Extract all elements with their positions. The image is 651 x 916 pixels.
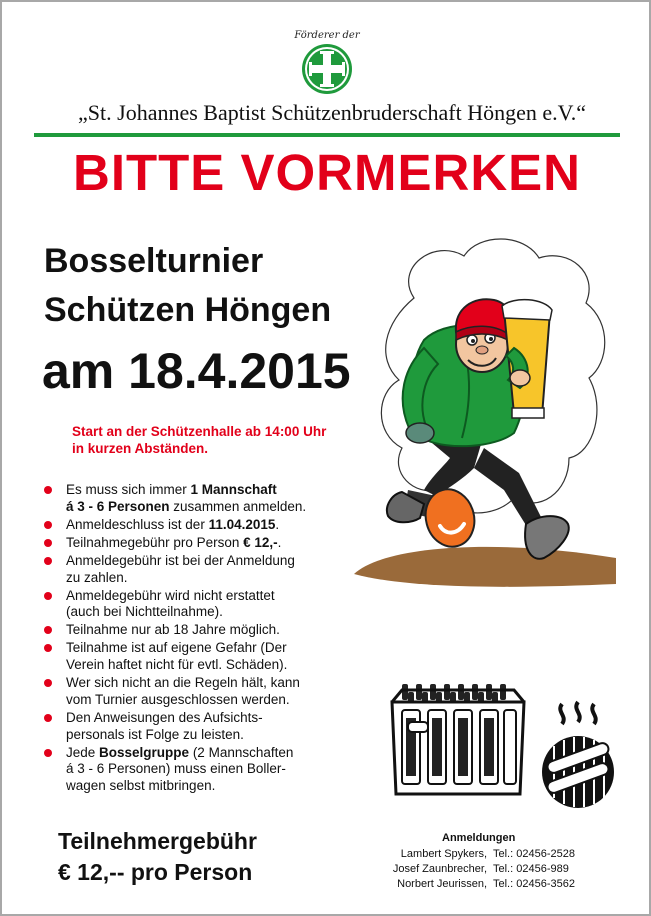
rule-item: Den Anweisungen des Aufsichts- personals ist Folge zu leisten. — [44, 710, 364, 744]
rule-item: Es muss sich immer 1 Mannschaft á 3 - 6 Personen zusammen anmelden. — [44, 482, 364, 516]
contact-row — [383, 862, 575, 877]
beer-crate-icon — [388, 678, 528, 798]
rule-emphasis: 1 Mannschaft — [190, 482, 277, 497]
rule-item: Anmeldegebühr ist bei der Anmeldung zu zahlen. — [44, 553, 364, 587]
bullet-icon — [44, 557, 52, 565]
contact-phone: Tel.: 02456-2528 — [493, 848, 575, 860]
bullet-icon — [44, 486, 52, 494]
contact-name: Lambert Spykers, — [400, 848, 487, 860]
headline: BITTE VORMERKEN — [72, 144, 582, 201]
contact-row — [383, 847, 575, 862]
bullet-icon — [44, 644, 52, 652]
start-info-line1: Start an der Schützenhalle ab 14:00 Uhr — [72, 424, 327, 439]
bullet-icon — [44, 679, 52, 687]
fee-amount: € 12,-- pro Person — [58, 859, 253, 885]
bossel-player-illustration — [354, 228, 616, 612]
contact-phone: Tel.: 02456-989 — [493, 863, 569, 875]
bullet-icon — [44, 626, 52, 634]
contact-name: Norbert Jeurissen, — [397, 878, 487, 890]
seal-cross-icon — [300, 42, 354, 96]
bullet-icon — [44, 521, 52, 529]
grill-sausages-icon — [538, 700, 618, 814]
contact-phone: Tel.: 02456-3562 — [493, 878, 575, 890]
event-title-line1: Bosselturnier — [44, 242, 264, 280]
rule-emphasis: á 3 - 6 Personen — [66, 498, 170, 514]
rule-item: Anmeldeschluss ist der 11.04.2015. — [44, 517, 364, 534]
rule-item: Teilnahme nur ab 18 Jahre möglich. — [44, 622, 364, 639]
header-divider — [34, 133, 620, 137]
rule-item: Jede Bosselgruppe (2 Mannschaften á 3 - 6 Personen) muss einen Boller- wagen selbst mitbringen. — [44, 745, 364, 795]
contact-name: Josef Zaunbrecher, — [392, 863, 487, 875]
rule-emphasis: Bosselgruppe — [99, 744, 190, 760]
rule-emphasis: € 12,- — [243, 534, 278, 550]
start-info — [72, 423, 402, 457]
start-info-line2: in kurzen Abständen. — [72, 441, 209, 456]
rule-emphasis: 11.04.2015 — [208, 516, 276, 532]
seal-caption: Förderer der — [294, 30, 360, 41]
rule-item: Anmeldegebühr wird nicht erstattet (auch bei Nichtteilnahme). — [44, 588, 364, 622]
bullet-icon — [44, 714, 52, 722]
rules-list — [44, 482, 364, 796]
rule-item: Wer sich nicht an die Regeln hält, kann vom Turnier ausgeschlossen werden. — [44, 675, 364, 709]
bullet-icon — [44, 749, 52, 757]
fee-title: Teilnehmergebühr — [58, 828, 257, 854]
brotherhood-name: „St. Johannes Baptist Schützenbruderschaft Höngen e.V.“ — [78, 100, 586, 125]
bullet-icon — [44, 592, 52, 600]
bullet-icon — [44, 539, 52, 547]
event-title-line2: Schützen Höngen — [44, 291, 332, 329]
registration-contacts — [383, 847, 575, 892]
rule-item: Teilnahmegebühr pro Person € 12,-. — [44, 535, 364, 552]
rule-item: Teilnahme ist auf eigene Gefahr (Der Verein haftet nicht für evtl. Schäden). — [44, 640, 364, 674]
registration-title: Anmeldungen — [442, 832, 516, 844]
event-date: am 18.4.2015 — [42, 343, 351, 399]
contact-row — [383, 877, 575, 892]
